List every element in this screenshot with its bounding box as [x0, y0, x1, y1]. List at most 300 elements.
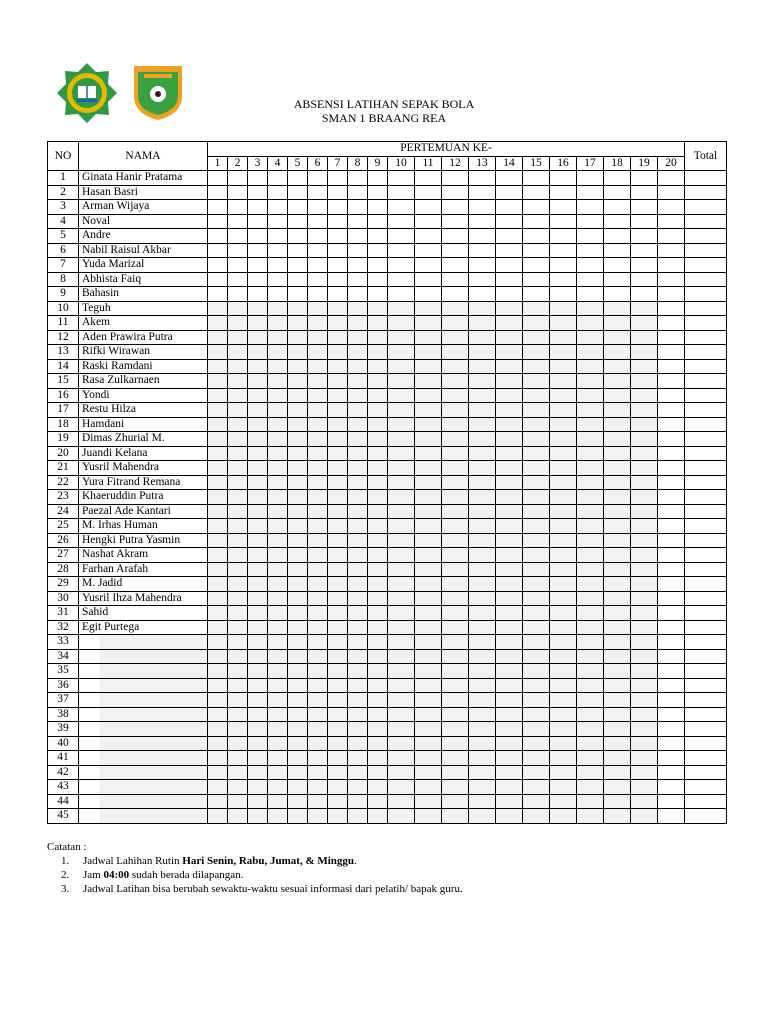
attendance-cell[interactable] — [469, 446, 496, 461]
attendance-cell[interactable] — [658, 475, 685, 490]
attendance-cell[interactable] — [228, 461, 248, 476]
attendance-cell[interactable] — [604, 649, 631, 664]
attendance-cell[interactable] — [415, 707, 442, 722]
attendance-cell[interactable] — [228, 475, 248, 490]
attendance-cell[interactable] — [523, 301, 550, 316]
attendance-cell[interactable] — [348, 316, 368, 331]
total-cell[interactable] — [685, 403, 727, 418]
attendance-cell[interactable] — [658, 736, 685, 751]
attendance-cell[interactable] — [469, 548, 496, 563]
attendance-cell[interactable] — [268, 388, 288, 403]
total-cell[interactable] — [685, 301, 727, 316]
attendance-cell[interactable] — [348, 171, 368, 186]
attendance-cell[interactable] — [469, 287, 496, 302]
attendance-cell[interactable] — [348, 577, 368, 592]
attendance-cell[interactable] — [208, 243, 228, 258]
attendance-cell[interactable] — [208, 185, 228, 200]
attendance-cell[interactable] — [658, 287, 685, 302]
attendance-cell[interactable] — [288, 185, 308, 200]
total-cell[interactable] — [685, 606, 727, 621]
attendance-cell[interactable] — [415, 794, 442, 809]
attendance-cell[interactable] — [268, 635, 288, 650]
attendance-cell[interactable] — [228, 707, 248, 722]
attendance-cell[interactable] — [248, 258, 268, 273]
attendance-cell[interactable] — [658, 635, 685, 650]
attendance-cell[interactable] — [348, 475, 368, 490]
attendance-cell[interactable] — [348, 780, 368, 795]
attendance-cell[interactable] — [288, 287, 308, 302]
attendance-cell[interactable] — [442, 519, 469, 534]
attendance-cell[interactable] — [523, 287, 550, 302]
attendance-cell[interactable] — [388, 693, 415, 708]
attendance-cell[interactable] — [496, 301, 523, 316]
attendance-cell[interactable] — [268, 301, 288, 316]
attendance-cell[interactable] — [658, 751, 685, 766]
attendance-cell[interactable] — [308, 403, 328, 418]
attendance-cell[interactable] — [631, 461, 658, 476]
total-cell[interactable] — [685, 635, 727, 650]
attendance-cell[interactable] — [348, 272, 368, 287]
attendance-cell[interactable] — [442, 345, 469, 360]
attendance-cell[interactable] — [308, 678, 328, 693]
attendance-cell[interactable] — [248, 200, 268, 215]
attendance-cell[interactable] — [604, 635, 631, 650]
attendance-cell[interactable] — [308, 620, 328, 635]
attendance-cell[interactable] — [577, 229, 604, 244]
attendance-cell[interactable] — [577, 374, 604, 389]
total-cell[interactable] — [685, 171, 727, 186]
attendance-cell[interactable] — [658, 780, 685, 795]
attendance-cell[interactable] — [577, 330, 604, 345]
attendance-cell[interactable] — [658, 562, 685, 577]
attendance-cell[interactable] — [442, 620, 469, 635]
attendance-cell[interactable] — [328, 606, 348, 621]
attendance-cell[interactable] — [268, 229, 288, 244]
attendance-cell[interactable] — [415, 736, 442, 751]
attendance-cell[interactable] — [288, 171, 308, 186]
attendance-cell[interactable] — [469, 678, 496, 693]
attendance-cell[interactable] — [577, 519, 604, 534]
attendance-cell[interactable] — [577, 171, 604, 186]
attendance-cell[interactable] — [248, 359, 268, 374]
attendance-cell[interactable] — [288, 243, 308, 258]
attendance-cell[interactable] — [288, 301, 308, 316]
attendance-cell[interactable] — [523, 649, 550, 664]
attendance-cell[interactable] — [208, 765, 228, 780]
attendance-cell[interactable] — [388, 765, 415, 780]
attendance-cell[interactable] — [550, 185, 577, 200]
attendance-cell[interactable] — [415, 359, 442, 374]
attendance-cell[interactable] — [248, 330, 268, 345]
attendance-cell[interactable] — [550, 301, 577, 316]
attendance-cell[interactable] — [268, 359, 288, 374]
attendance-cell[interactable] — [268, 693, 288, 708]
attendance-cell[interactable] — [496, 272, 523, 287]
attendance-cell[interactable] — [469, 606, 496, 621]
attendance-cell[interactable] — [368, 490, 388, 505]
attendance-cell[interactable] — [228, 678, 248, 693]
attendance-cell[interactable] — [348, 359, 368, 374]
attendance-cell[interactable] — [368, 330, 388, 345]
attendance-cell[interactable] — [208, 272, 228, 287]
attendance-cell[interactable] — [631, 200, 658, 215]
attendance-cell[interactable] — [658, 374, 685, 389]
attendance-cell[interactable] — [228, 548, 248, 563]
attendance-cell[interactable] — [208, 504, 228, 519]
attendance-cell[interactable] — [442, 533, 469, 548]
attendance-cell[interactable] — [388, 751, 415, 766]
attendance-cell[interactable] — [631, 606, 658, 621]
attendance-cell[interactable] — [658, 707, 685, 722]
attendance-cell[interactable] — [658, 533, 685, 548]
attendance-cell[interactable] — [228, 316, 248, 331]
attendance-cell[interactable] — [288, 548, 308, 563]
attendance-cell[interactable] — [248, 432, 268, 447]
attendance-cell[interactable] — [208, 490, 228, 505]
attendance-cell[interactable] — [248, 606, 268, 621]
attendance-cell[interactable] — [523, 388, 550, 403]
attendance-cell[interactable] — [658, 200, 685, 215]
attendance-cell[interactable] — [228, 388, 248, 403]
attendance-cell[interactable] — [496, 664, 523, 679]
attendance-cell[interactable] — [208, 707, 228, 722]
attendance-cell[interactable] — [348, 562, 368, 577]
attendance-cell[interactable] — [577, 432, 604, 447]
attendance-cell[interactable] — [442, 504, 469, 519]
attendance-cell[interactable] — [288, 374, 308, 389]
attendance-cell[interactable] — [288, 330, 308, 345]
attendance-cell[interactable] — [268, 751, 288, 766]
attendance-cell[interactable] — [208, 229, 228, 244]
attendance-cell[interactable] — [442, 214, 469, 229]
attendance-cell[interactable] — [496, 374, 523, 389]
attendance-cell[interactable] — [550, 606, 577, 621]
attendance-cell[interactable] — [415, 388, 442, 403]
attendance-cell[interactable] — [577, 359, 604, 374]
attendance-cell[interactable] — [268, 548, 288, 563]
attendance-cell[interactable] — [248, 446, 268, 461]
attendance-cell[interactable] — [604, 287, 631, 302]
attendance-cell[interactable] — [415, 548, 442, 563]
attendance-cell[interactable] — [228, 200, 248, 215]
attendance-cell[interactable] — [288, 417, 308, 432]
attendance-cell[interactable] — [368, 664, 388, 679]
attendance-cell[interactable] — [523, 258, 550, 273]
attendance-cell[interactable] — [523, 620, 550, 635]
attendance-cell[interactable] — [577, 606, 604, 621]
attendance-cell[interactable] — [328, 765, 348, 780]
attendance-cell[interactable] — [604, 272, 631, 287]
attendance-cell[interactable] — [442, 693, 469, 708]
attendance-cell[interactable] — [268, 490, 288, 505]
attendance-cell[interactable] — [469, 707, 496, 722]
attendance-cell[interactable] — [631, 185, 658, 200]
attendance-cell[interactable] — [328, 229, 348, 244]
attendance-cell[interactable] — [523, 577, 550, 592]
attendance-cell[interactable] — [523, 432, 550, 447]
attendance-cell[interactable] — [658, 214, 685, 229]
attendance-cell[interactable] — [658, 446, 685, 461]
attendance-cell[interactable] — [523, 562, 550, 577]
attendance-cell[interactable] — [631, 794, 658, 809]
attendance-cell[interactable] — [415, 243, 442, 258]
attendance-cell[interactable] — [577, 809, 604, 824]
attendance-cell[interactable] — [368, 591, 388, 606]
attendance-cell[interactable] — [228, 809, 248, 824]
attendance-cell[interactable] — [523, 475, 550, 490]
attendance-cell[interactable] — [577, 258, 604, 273]
attendance-cell[interactable] — [208, 620, 228, 635]
attendance-cell[interactable] — [658, 722, 685, 737]
attendance-cell[interactable] — [268, 664, 288, 679]
attendance-cell[interactable] — [288, 403, 308, 418]
attendance-cell[interactable] — [228, 533, 248, 548]
attendance-cell[interactable] — [415, 200, 442, 215]
attendance-cell[interactable] — [604, 606, 631, 621]
attendance-cell[interactable] — [348, 620, 368, 635]
attendance-cell[interactable] — [308, 562, 328, 577]
attendance-cell[interactable] — [496, 185, 523, 200]
attendance-cell[interactable] — [228, 562, 248, 577]
attendance-cell[interactable] — [577, 490, 604, 505]
attendance-cell[interactable] — [388, 490, 415, 505]
attendance-cell[interactable] — [442, 809, 469, 824]
attendance-cell[interactable] — [348, 693, 368, 708]
attendance-cell[interactable] — [308, 345, 328, 360]
attendance-cell[interactable] — [496, 214, 523, 229]
attendance-cell[interactable] — [248, 316, 268, 331]
attendance-cell[interactable] — [415, 258, 442, 273]
attendance-cell[interactable] — [288, 461, 308, 476]
attendance-cell[interactable] — [631, 780, 658, 795]
attendance-cell[interactable] — [550, 664, 577, 679]
attendance-cell[interactable] — [469, 562, 496, 577]
attendance-cell[interactable] — [415, 577, 442, 592]
attendance-cell[interactable] — [388, 780, 415, 795]
attendance-cell[interactable] — [208, 330, 228, 345]
attendance-cell[interactable] — [328, 533, 348, 548]
attendance-cell[interactable] — [442, 229, 469, 244]
attendance-cell[interactable] — [308, 272, 328, 287]
attendance-cell[interactable] — [208, 809, 228, 824]
attendance-cell[interactable] — [248, 461, 268, 476]
attendance-cell[interactable] — [368, 417, 388, 432]
attendance-cell[interactable] — [248, 403, 268, 418]
attendance-cell[interactable] — [469, 214, 496, 229]
attendance-cell[interactable] — [308, 229, 328, 244]
attendance-cell[interactable] — [496, 359, 523, 374]
attendance-cell[interactable] — [604, 229, 631, 244]
attendance-cell[interactable] — [228, 780, 248, 795]
attendance-cell[interactable] — [348, 519, 368, 534]
attendance-cell[interactable] — [228, 185, 248, 200]
total-cell[interactable] — [685, 664, 727, 679]
attendance-cell[interactable] — [469, 403, 496, 418]
attendance-cell[interactable] — [550, 765, 577, 780]
attendance-cell[interactable] — [442, 359, 469, 374]
attendance-cell[interactable] — [415, 635, 442, 650]
attendance-cell[interactable] — [442, 330, 469, 345]
attendance-cell[interactable] — [469, 722, 496, 737]
attendance-cell[interactable] — [550, 214, 577, 229]
attendance-cell[interactable] — [523, 794, 550, 809]
attendance-cell[interactable] — [208, 301, 228, 316]
attendance-cell[interactable] — [388, 649, 415, 664]
attendance-cell[interactable] — [308, 736, 328, 751]
attendance-cell[interactable] — [228, 272, 248, 287]
attendance-cell[interactable] — [348, 765, 368, 780]
attendance-cell[interactable] — [388, 185, 415, 200]
attendance-cell[interactable] — [577, 403, 604, 418]
attendance-cell[interactable] — [368, 577, 388, 592]
attendance-cell[interactable] — [496, 287, 523, 302]
attendance-cell[interactable] — [469, 432, 496, 447]
attendance-cell[interactable] — [368, 446, 388, 461]
attendance-cell[interactable] — [368, 200, 388, 215]
attendance-cell[interactable] — [550, 229, 577, 244]
attendance-cell[interactable] — [248, 736, 268, 751]
attendance-cell[interactable] — [496, 504, 523, 519]
attendance-cell[interactable] — [268, 432, 288, 447]
attendance-cell[interactable] — [228, 374, 248, 389]
attendance-cell[interactable] — [248, 620, 268, 635]
attendance-cell[interactable] — [228, 446, 248, 461]
attendance-cell[interactable] — [604, 200, 631, 215]
attendance-cell[interactable] — [415, 664, 442, 679]
attendance-cell[interactable] — [523, 490, 550, 505]
total-cell[interactable] — [685, 200, 727, 215]
attendance-cell[interactable] — [308, 214, 328, 229]
attendance-cell[interactable] — [631, 562, 658, 577]
attendance-cell[interactable] — [550, 374, 577, 389]
attendance-cell[interactable] — [268, 722, 288, 737]
attendance-cell[interactable] — [248, 214, 268, 229]
attendance-cell[interactable] — [268, 533, 288, 548]
attendance-cell[interactable] — [348, 446, 368, 461]
attendance-cell[interactable] — [631, 345, 658, 360]
attendance-cell[interactable] — [368, 171, 388, 186]
attendance-cell[interactable] — [550, 809, 577, 824]
attendance-cell[interactable] — [550, 359, 577, 374]
attendance-cell[interactable] — [523, 316, 550, 331]
attendance-cell[interactable] — [469, 765, 496, 780]
attendance-cell[interactable] — [631, 664, 658, 679]
attendance-cell[interactable] — [348, 461, 368, 476]
attendance-cell[interactable] — [577, 214, 604, 229]
total-cell[interactable] — [685, 345, 727, 360]
attendance-cell[interactable] — [328, 562, 348, 577]
attendance-cell[interactable] — [604, 490, 631, 505]
attendance-cell[interactable] — [388, 214, 415, 229]
attendance-cell[interactable] — [550, 417, 577, 432]
total-cell[interactable] — [685, 533, 727, 548]
attendance-cell[interactable] — [228, 214, 248, 229]
attendance-cell[interactable] — [288, 229, 308, 244]
attendance-cell[interactable] — [248, 548, 268, 563]
attendance-cell[interactable] — [442, 736, 469, 751]
attendance-cell[interactable] — [388, 432, 415, 447]
attendance-cell[interactable] — [496, 635, 523, 650]
attendance-cell[interactable] — [577, 722, 604, 737]
attendance-cell[interactable] — [288, 809, 308, 824]
total-cell[interactable] — [685, 577, 727, 592]
attendance-cell[interactable] — [469, 519, 496, 534]
attendance-cell[interactable] — [658, 809, 685, 824]
attendance-cell[interactable] — [523, 359, 550, 374]
attendance-cell[interactable] — [604, 519, 631, 534]
attendance-cell[interactable] — [388, 272, 415, 287]
total-cell[interactable] — [685, 693, 727, 708]
attendance-cell[interactable] — [658, 171, 685, 186]
attendance-cell[interactable] — [469, 693, 496, 708]
attendance-cell[interactable] — [388, 388, 415, 403]
attendance-cell[interactable] — [469, 330, 496, 345]
attendance-cell[interactable] — [415, 562, 442, 577]
attendance-cell[interactable] — [577, 620, 604, 635]
attendance-cell[interactable] — [631, 736, 658, 751]
attendance-cell[interactable] — [496, 562, 523, 577]
attendance-cell[interactable] — [604, 809, 631, 824]
attendance-cell[interactable] — [308, 794, 328, 809]
attendance-cell[interactable] — [577, 185, 604, 200]
attendance-cell[interactable] — [308, 751, 328, 766]
attendance-cell[interactable] — [328, 707, 348, 722]
attendance-cell[interactable] — [496, 794, 523, 809]
attendance-cell[interactable] — [496, 403, 523, 418]
attendance-cell[interactable] — [368, 548, 388, 563]
attendance-cell[interactable] — [368, 606, 388, 621]
attendance-cell[interactable] — [388, 577, 415, 592]
attendance-cell[interactable] — [388, 548, 415, 563]
attendance-cell[interactable] — [368, 475, 388, 490]
attendance-cell[interactable] — [308, 374, 328, 389]
attendance-cell[interactable] — [228, 794, 248, 809]
attendance-cell[interactable] — [523, 403, 550, 418]
attendance-cell[interactable] — [604, 359, 631, 374]
attendance-cell[interactable] — [442, 649, 469, 664]
attendance-cell[interactable] — [496, 519, 523, 534]
attendance-cell[interactable] — [469, 229, 496, 244]
attendance-cell[interactable] — [496, 722, 523, 737]
attendance-cell[interactable] — [604, 533, 631, 548]
attendance-cell[interactable] — [523, 200, 550, 215]
attendance-cell[interactable] — [415, 432, 442, 447]
attendance-cell[interactable] — [288, 707, 308, 722]
attendance-cell[interactable] — [208, 461, 228, 476]
attendance-cell[interactable] — [268, 272, 288, 287]
attendance-cell[interactable] — [631, 374, 658, 389]
attendance-cell[interactable] — [208, 548, 228, 563]
attendance-cell[interactable] — [496, 461, 523, 476]
attendance-cell[interactable] — [577, 664, 604, 679]
attendance-cell[interactable] — [228, 359, 248, 374]
attendance-cell[interactable] — [442, 475, 469, 490]
attendance-cell[interactable] — [442, 316, 469, 331]
attendance-cell[interactable] — [631, 533, 658, 548]
attendance-cell[interactable] — [442, 548, 469, 563]
attendance-cell[interactable] — [328, 316, 348, 331]
total-cell[interactable] — [685, 185, 727, 200]
attendance-cell[interactable] — [496, 200, 523, 215]
attendance-cell[interactable] — [228, 171, 248, 186]
attendance-cell[interactable] — [368, 214, 388, 229]
attendance-cell[interactable] — [469, 272, 496, 287]
attendance-cell[interactable] — [658, 519, 685, 534]
attendance-cell[interactable] — [268, 562, 288, 577]
attendance-cell[interactable] — [388, 171, 415, 186]
total-cell[interactable] — [685, 591, 727, 606]
attendance-cell[interactable] — [328, 185, 348, 200]
